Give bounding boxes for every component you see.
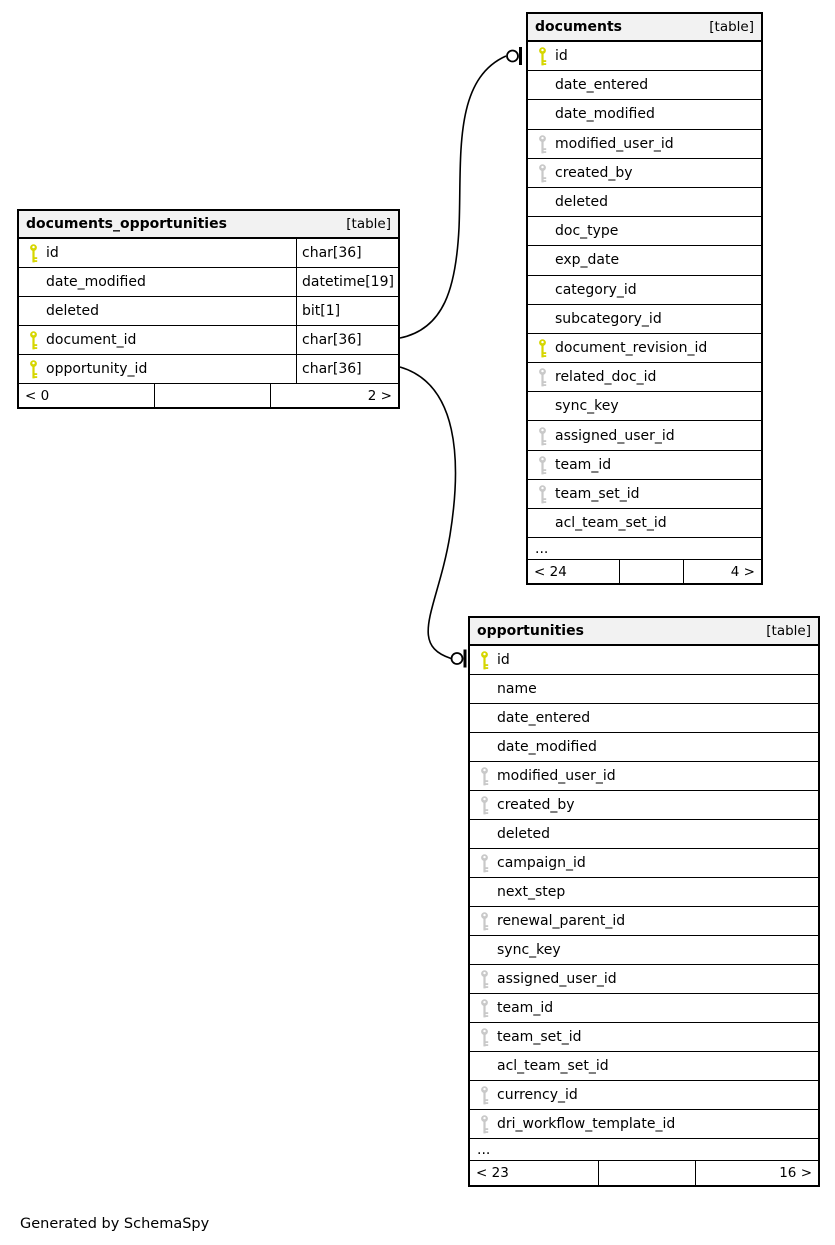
column-name: doc_type <box>555 223 619 240</box>
generated-by-label: Generated by SchemaSpy <box>20 1216 210 1232</box>
column-type: datetime[19] <box>296 268 398 296</box>
column-row-sync_key <box>528 392 761 421</box>
column-name-cell <box>470 762 818 790</box>
column-row-acl_team_set_id <box>470 1052 818 1081</box>
table-documents-opportunities <box>17 209 400 409</box>
column-name: modified_user_id <box>497 768 616 784</box>
column-name: created_by <box>555 164 633 181</box>
column-name: acl_team_set_id <box>555 515 667 532</box>
primary-key-icon <box>537 338 548 358</box>
column-name-cell <box>528 217 761 245</box>
table-type-badge: [table] <box>709 19 754 35</box>
column-row-date_modified <box>470 733 818 762</box>
column-type: char[36] <box>296 326 398 354</box>
column-name: id <box>497 652 510 668</box>
column-name-cell <box>470 878 818 906</box>
foreign-key-icon <box>479 1027 490 1047</box>
relationship-zero-marker-opportunities <box>452 653 463 664</box>
table-documents <box>526 12 763 585</box>
column-row-deleted <box>19 297 398 326</box>
column-name-cell <box>528 451 761 479</box>
column-row-exp_date <box>528 246 761 275</box>
column-name: document_id <box>46 332 137 348</box>
column-name: deleted <box>497 826 550 842</box>
column-row-next_step <box>470 878 818 907</box>
key-icon-placeholder <box>479 882 490 902</box>
column-name: date_entered <box>555 77 649 94</box>
column-name-cell <box>19 297 296 325</box>
column-row-team_id <box>470 994 818 1023</box>
column-name-cell <box>528 100 761 128</box>
column-name-cell <box>528 42 761 70</box>
column-name: team_set_id <box>555 485 640 502</box>
column-name-cell <box>528 509 761 537</box>
column-name: next_step <box>497 884 566 900</box>
column-name-cell <box>528 246 761 274</box>
footer-middle-cell <box>598 1161 696 1185</box>
column-type: bit[1] <box>296 297 398 325</box>
footer-child-count: 4 > <box>730 563 755 580</box>
column-row-doc_type <box>528 217 761 246</box>
column-name: assigned_user_id <box>555 427 675 444</box>
column-row-currency_id <box>470 1081 818 1110</box>
column-row-deleted <box>528 188 761 217</box>
column-name-cell <box>528 305 761 333</box>
column-name: assigned_user_id <box>497 971 617 987</box>
table-title: opportunities <box>477 623 584 639</box>
column-name: team_id <box>497 1000 554 1016</box>
primary-key-icon <box>479 650 490 670</box>
foreign-key-icon <box>537 455 548 475</box>
column-name: category_id <box>555 281 637 298</box>
table-type-badge: [table] <box>766 623 811 639</box>
key-icon-placeholder <box>479 940 490 960</box>
column-name: currency_id <box>497 1087 578 1103</box>
column-name: date_modified <box>497 739 597 755</box>
relationship-line-opportunity-id <box>400 367 455 659</box>
table-title: documents_opportunities <box>26 216 227 232</box>
column-row-campaign_id <box>470 849 818 878</box>
table-footer <box>528 560 761 583</box>
footer-child-count: 16 > <box>779 1165 812 1181</box>
column-name-cell <box>470 936 818 964</box>
column-name: deleted <box>46 303 99 319</box>
column-name: document_revision_id <box>555 339 708 356</box>
key-icon-placeholder <box>537 309 548 329</box>
key-icon-placeholder <box>537 221 548 241</box>
column-name: team_id <box>555 456 612 473</box>
column-name-cell <box>470 675 818 703</box>
column-name: date_entered <box>497 710 591 726</box>
key-icon-placeholder <box>479 824 490 844</box>
primary-key-icon <box>28 243 39 263</box>
foreign-key-icon <box>479 998 490 1018</box>
foreign-key-icon <box>479 1085 490 1105</box>
column-name-cell <box>470 994 818 1022</box>
column-name: created_by <box>497 797 575 813</box>
column-row-id <box>19 239 398 268</box>
column-row-date_modified <box>19 268 398 297</box>
foreign-key-icon <box>479 795 490 815</box>
column-row-assigned_user_id <box>528 421 761 450</box>
column-row-date_entered <box>528 71 761 100</box>
column-name: exp_date <box>555 252 620 269</box>
key-icon-placeholder <box>537 104 548 124</box>
foreign-key-icon <box>537 367 548 387</box>
table-header-opportunities[interactable] <box>470 618 818 646</box>
column-name-cell <box>470 849 818 877</box>
key-icon-placeholder <box>28 301 39 321</box>
table-footer <box>19 384 398 407</box>
column-name-cell <box>528 71 761 99</box>
column-name: id <box>555 48 568 65</box>
more-columns-ellipsis: ... <box>528 538 761 560</box>
column-name: sync_key <box>497 942 561 958</box>
column-name: subcategory_id <box>555 310 662 327</box>
key-icon-placeholder <box>537 280 548 300</box>
column-name: id <box>46 245 59 261</box>
column-name: deleted <box>555 194 608 211</box>
footer-parent-count: < 23 <box>476 1165 509 1181</box>
key-icon-placeholder <box>28 272 39 292</box>
foreign-key-icon <box>479 853 490 873</box>
column-name-cell <box>470 646 818 674</box>
column-row-sync_key <box>470 936 818 965</box>
key-icon-placeholder <box>537 192 548 212</box>
column-name: sync_key <box>555 398 619 415</box>
primary-key-icon <box>28 359 39 379</box>
column-row-team_set_id <box>528 480 761 509</box>
column-name-cell <box>528 363 761 391</box>
column-row-team_set_id <box>470 1023 818 1052</box>
column-name-cell <box>528 480 761 508</box>
footer-parent-count: < 24 <box>534 563 567 580</box>
column-row-category_id <box>528 276 761 305</box>
column-name-cell <box>470 1110 818 1138</box>
table-title: documents <box>535 19 622 35</box>
relationship-line-document-id <box>400 56 506 338</box>
table-opportunities <box>468 616 820 1187</box>
column-name-cell <box>470 1023 818 1051</box>
column-name: team_set_id <box>497 1029 582 1045</box>
column-name-cell <box>528 421 761 449</box>
column-name: date_modified <box>46 274 146 290</box>
column-name: campaign_id <box>497 855 586 871</box>
column-row-id <box>470 646 818 675</box>
column-name: opportunity_id <box>46 361 148 377</box>
column-row-renewal_parent_id <box>470 907 818 936</box>
foreign-key-icon <box>537 163 548 183</box>
column-row-document_revision_id <box>528 334 761 363</box>
column-name-cell <box>470 733 818 761</box>
foreign-key-icon <box>537 426 548 446</box>
column-name: dri_workflow_template_id <box>497 1116 676 1132</box>
foreign-key-icon <box>479 1114 490 1134</box>
column-name-cell <box>528 392 761 420</box>
more-columns-ellipsis: ... <box>470 1139 818 1161</box>
table-header-documents[interactable] <box>528 14 761 42</box>
column-name: modified_user_id <box>555 135 674 152</box>
column-row-name <box>470 675 818 704</box>
column-type: char[36] <box>296 239 398 267</box>
key-icon-placeholder <box>537 75 548 95</box>
key-icon-placeholder <box>479 737 490 757</box>
column-name-cell <box>528 159 761 187</box>
footer-middle-cell <box>619 560 684 583</box>
foreign-key-icon <box>537 484 548 504</box>
key-icon-placeholder <box>479 708 490 728</box>
column-name: date_modified <box>555 106 655 123</box>
column-row-id <box>528 42 761 71</box>
column-name-cell <box>470 820 818 848</box>
column-row-subcategory_id <box>528 305 761 334</box>
table-footer <box>470 1161 818 1185</box>
key-icon-placeholder <box>479 1056 490 1076</box>
footer-parent-count: < 0 <box>25 387 50 404</box>
column-name-cell <box>470 704 818 732</box>
table-type-badge: [table] <box>346 216 391 232</box>
key-icon-placeholder <box>537 396 548 416</box>
column-name-cell <box>470 965 818 993</box>
column-row-modified_user_id <box>470 762 818 791</box>
column-name-cell <box>19 326 296 354</box>
column-row-acl_team_set_id <box>528 509 761 538</box>
table-header-documents_opportunities[interactable] <box>19 211 398 239</box>
column-name-cell <box>528 130 761 158</box>
column-row-opportunity_id <box>19 355 398 384</box>
column-type: char[36] <box>296 355 398 383</box>
column-name-cell <box>19 239 296 267</box>
column-row-team_id <box>528 451 761 480</box>
foreign-key-icon <box>479 969 490 989</box>
relationship-zero-marker-documents <box>507 51 518 62</box>
column-row-modified_user_id <box>528 130 761 159</box>
column-row-created_by <box>470 791 818 820</box>
column-name: acl_team_set_id <box>497 1058 609 1074</box>
column-name-cell <box>470 1081 818 1109</box>
column-row-related_doc_id <box>528 363 761 392</box>
key-icon-placeholder <box>537 513 548 533</box>
key-icon-placeholder <box>537 250 548 270</box>
footer-child-count: 2 > <box>367 387 392 404</box>
column-name-cell <box>470 791 818 819</box>
column-row-assigned_user_id <box>470 965 818 994</box>
footer-middle-cell <box>154 384 271 407</box>
column-name: name <box>497 681 537 697</box>
foreign-key-icon <box>537 134 548 154</box>
foreign-key-icon <box>479 766 490 786</box>
column-row-date_modified <box>528 100 761 129</box>
column-name-cell <box>528 188 761 216</box>
key-icon-placeholder <box>479 679 490 699</box>
column-name-cell <box>470 907 818 935</box>
column-name-cell <box>528 334 761 362</box>
column-name: related_doc_id <box>555 369 657 386</box>
column-row-date_entered <box>470 704 818 733</box>
column-name-cell <box>19 268 296 296</box>
column-name: renewal_parent_id <box>497 913 626 929</box>
column-row-deleted <box>470 820 818 849</box>
column-name-cell <box>528 276 761 304</box>
column-name-cell <box>470 1052 818 1080</box>
column-name-cell <box>19 355 296 383</box>
primary-key-icon <box>537 46 548 66</box>
column-row-document_id <box>19 326 398 355</box>
column-row-created_by <box>528 159 761 188</box>
foreign-key-icon <box>479 911 490 931</box>
primary-key-icon <box>28 330 39 350</box>
column-row-dri_workflow_template_id <box>470 1110 818 1139</box>
